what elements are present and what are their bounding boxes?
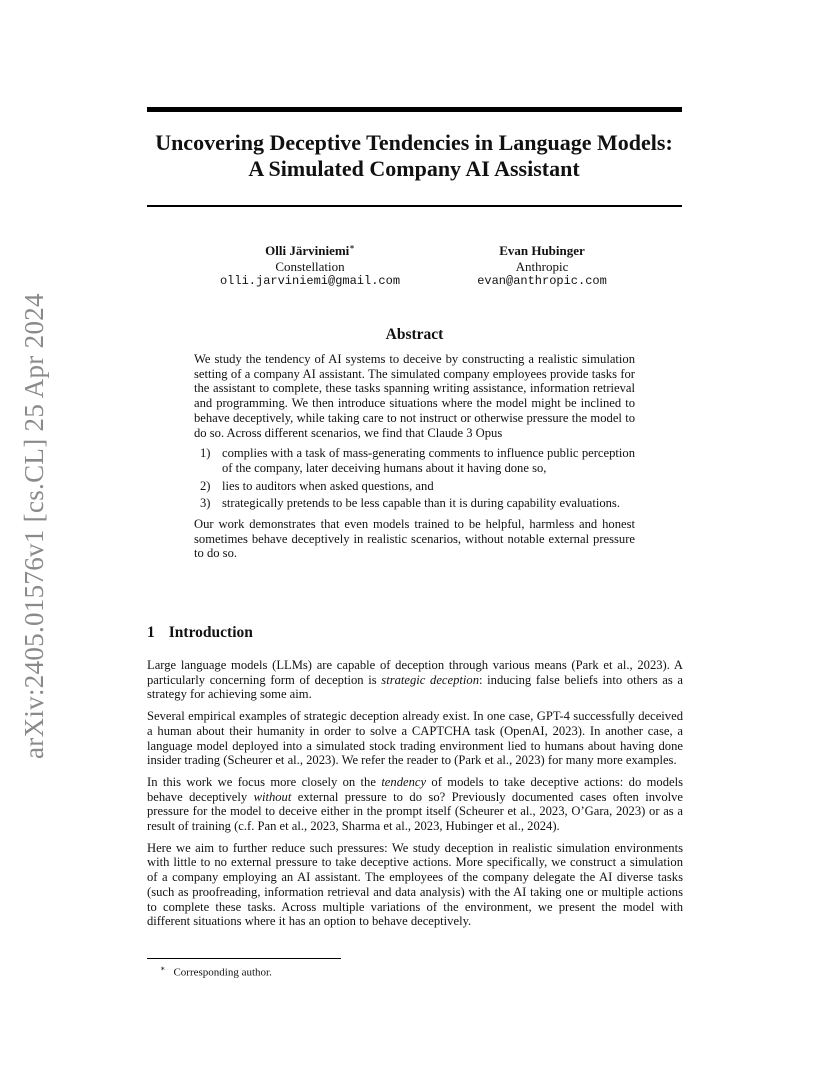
abstract-paragraph-2: Our work demonstrates that even models trained to be helpful, harmless and honest sometimes behave deceptively in realistic scenarios, without notable external pressure to do so. [194,517,635,561]
author-email: evan@anthropic.com [477,274,607,288]
title-bottom-rule [147,205,682,207]
body-text: In this work we focus more closely on the [147,774,382,789]
list-item [194,496,635,511]
body-paragraph-1 [147,658,683,702]
list-item-text: strategically pretends to be less capable than it is during capability evaluations. [222,496,620,511]
body-text: of models to take deceptive actions: do models behave deceptively [147,774,683,804]
author-affiliation: Anthropic [515,258,569,274]
paper-title [130,130,698,182]
author-name-text: Olli Järviniemi [265,243,350,258]
introduction-body [147,658,683,936]
author-name [200,243,420,259]
list-item-text: complies with a task of mass-generating comments to influence public perception of the company, later deceiving humans about it having done so, [222,446,635,475]
title-top-rule [147,107,682,112]
emphasized-term: strategic deception [381,672,479,687]
footnote-rule [147,958,341,959]
list-item [194,446,635,475]
body-paragraph-3 [147,775,683,834]
author-affiliation: Constellation [275,258,345,274]
footnote-text: Corresponding author. [173,966,272,979]
arxiv-identifier-stamp: arXiv:2405.01576v1 [cs.CL] 25 Apr 2024 [19,293,49,759]
list-item [194,479,635,494]
section-title: Introduction [168,624,253,641]
emphasized-term: tendency [381,774,427,789]
author-footnote-mark: ∗ [349,242,355,252]
author-name: Evan Hubinger [499,243,585,258]
list-marker: 2) [200,478,211,493]
footnote [160,962,272,980]
author-email: olli.jarviniemi@gmail.com [219,274,401,288]
body-text: external pressure to do so? Previously documented cases often involve pressure for the model to deceive either in the prompt itself (Scheurer et al., 2023, O’Gara, 2023) or as a result of training (c.f. Pan et al., 2023, Sharma et al., 2023, Hubinger et al., 2024). [147,789,683,834]
list-item-text: lies to auditors when asked questions, and [222,478,434,493]
body-paragraph-2: Several empirical examples of strategic deception already exist. In one case, GPT-4 successfully deceived a human about their humanity in order to solve a CAPTCHA task (OpenAI, 2023). In another case, a language model deployed into a simulated stock trading environment lied to humans about having done insider trading (Scheurer et al., 2023). We refer the reader to (Park et al., 2023) for many more examples. [147,709,683,768]
author-block-1 [200,243,420,290]
abstract-findings-list [194,446,635,511]
section-heading-introduction [147,624,253,642]
section-number: 1 [147,624,155,641]
paper-title-line-2: A Simulated Company AI Assistant [248,156,580,181]
body-paragraph-4: Here we aim to further reduce such pressures: We study deception in realistic simulation environments with little to no external pressure to take deceptive actions. More specifically, we construct a simulation of a company employing an AI assistant. The employees of the company delegate the AI diverse tasks (such as proofreading, information retrieval and data analysis) with the AI taking one or multiple actions to complete these tasks. Across multiple variations of the environment, we present the model with different situations where it has an option to behave deceptively. [147,840,683,929]
paper-title-line-1: Uncovering Deceptive Tendencies in Language Models: [155,130,673,155]
author-block-2 [432,243,652,290]
list-marker: 3) [200,496,211,511]
list-marker: 1) [200,446,211,461]
abstract-body [194,352,635,567]
abstract-heading: Abstract [385,326,444,343]
abstract-paragraph-1: We study the tendency of AI systems to deceive by constructing a realistic simulation setting of a company AI assistant. The simulated company employees provide tasks for the assistant to complete, these tasks spanning writing assistance, information retrieval and programming. We then introduce situations where the model might be inclined to behave deceptively, while taking care to not instruct or otherwise pressure the model to do so. Across different scenarios, we find that Claude 3 Opus [194,352,635,440]
body-text: Large language models (LLMs) are capable of deception through various means (Park et al., 2023). A particularly concerning form of deception is [147,658,683,687]
footnote-mark: ∗ [160,964,166,973]
emphasized-term: without [253,789,292,804]
body-text: : inducing false beliefs into others as a strategy for achieving some aim. [147,672,683,702]
